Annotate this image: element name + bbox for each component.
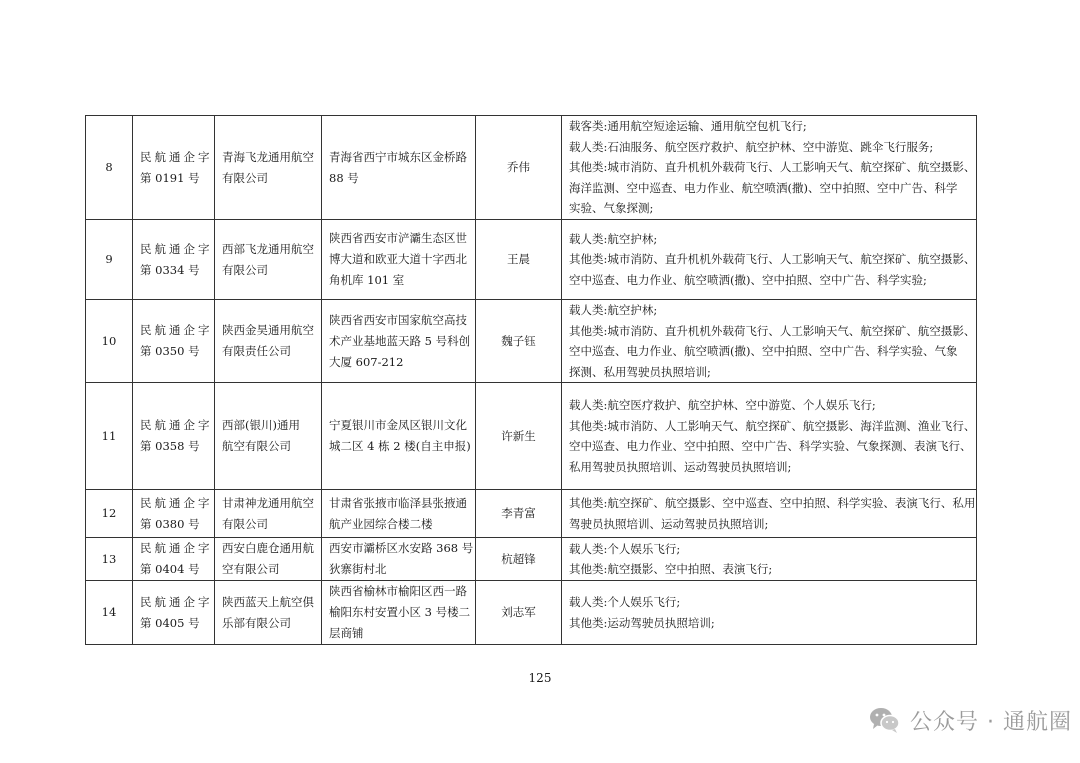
permit-number	[133, 383, 215, 490]
company-address	[322, 300, 476, 383]
business-scope-line: 载人类:个人娱乐飞行;	[569, 595, 681, 609]
company-address-line: 城二区 4 栋 2 楼(自主申报)	[329, 439, 471, 453]
company-address-line: 甘肃省张掖市临泽县张掖通	[329, 495, 467, 510]
row-index: 11	[86, 383, 133, 490]
business-scope-line: 其他类:航空探矿、航空摄影、空中巡查、空中拍照、科学实验、表演飞行、私用	[569, 496, 976, 510]
legal-representative: 刘志军	[476, 581, 562, 645]
company-name-line: 乐部有限公司	[222, 615, 291, 630]
row-index: 14	[86, 581, 133, 645]
legal-representative: 乔伟	[476, 116, 562, 220]
company-address-line: 角机库 101 室	[329, 273, 405, 287]
company-address-line: 陕西省西安市国家航空高技	[329, 312, 467, 327]
company-name	[215, 538, 322, 581]
company-name-line: 有限公司	[222, 516, 268, 531]
permit-number	[133, 490, 215, 538]
permit-number-line: 第 0405 号	[140, 615, 200, 630]
business-scope	[562, 220, 977, 300]
company-name	[215, 300, 322, 383]
business-scope-line: 海洋监测、空中巡查、电力作业、航空喷洒(撒)、空中拍照、空中广告、科学	[569, 180, 958, 195]
business-scope-line: 载客类:通用航空短途运输、通用航空包机飞行;	[569, 119, 807, 134]
company-address	[322, 581, 476, 645]
company-address-line: 博大道和欧亚大道十字西北	[329, 252, 467, 266]
table-row	[86, 538, 977, 581]
watermark-text: 公众号 · 通航圈	[910, 709, 1072, 735]
company-address-line: 大厦 607-212	[329, 354, 404, 369]
business-scope-line: 探测、私用驾驶员执照培训;	[569, 364, 711, 379]
permit-number-line: 第 0358 号	[140, 439, 200, 453]
legal-representative: 李青富	[476, 490, 562, 538]
wechat-icon	[868, 705, 902, 735]
company-address-line: 宁夏银川市金凤区银川文化	[329, 418, 467, 432]
company-name-line: 陕西金昊通用航空	[222, 323, 314, 337]
row-index: 8	[86, 116, 133, 220]
business-scope	[562, 300, 977, 383]
business-scope-line: 空中巡查、电力作业、航空喷洒(撒)、空中拍照、空中广告、科学实验、气象	[569, 344, 958, 358]
company-address-line: 航产业园综合楼二楼	[329, 516, 433, 531]
legal-representative: 王晨	[476, 220, 562, 300]
company-address	[322, 490, 476, 538]
page-number: 125	[528, 671, 552, 685]
company-address-line: 陕西省西安市浐灞生态区世	[329, 231, 467, 245]
wechat-watermark	[868, 700, 1072, 740]
company-name-line: 西部(银川)通用	[222, 418, 300, 432]
company-address-line: 榆阳东村安置小区 3 号楼二	[329, 605, 471, 619]
business-scope-line: 私用驾驶员执照培训、运动驾驶员执照培训;	[569, 459, 792, 474]
legal-representative: 许新生	[476, 383, 562, 490]
company-name-line: 甘肃神龙通用航空	[222, 495, 314, 510]
table-row	[86, 300, 977, 383]
permit-number	[133, 116, 215, 220]
permit-number-line: 民航通企字	[140, 149, 213, 164]
company-address-line: 术产业基地蓝天路 5 号科创	[329, 333, 471, 348]
row-index: 13	[86, 538, 133, 581]
company-name	[215, 220, 322, 300]
business-scope-line: 载人类:航空护林;	[569, 231, 658, 246]
permit-number-line: 民航通企字	[140, 594, 213, 609]
business-scope-line: 其他类:城市消防、人工影响天气、航空探矿、航空摄影、海洋监测、渔业飞行、	[569, 418, 976, 433]
business-scope	[562, 383, 977, 490]
enterprise-registry-table	[85, 115, 977, 645]
permit-number-line: 民航通企字	[140, 418, 213, 432]
business-scope-line: 载人类:个人娱乐飞行;	[569, 541, 681, 556]
table-row	[86, 581, 977, 645]
company-name-line: 有限公司	[222, 262, 268, 277]
business-scope-line: 载人类:石油服务、航空医疗救护、航空护林、空中游览、跳伞飞行服务;	[569, 139, 934, 154]
business-scope	[562, 490, 977, 538]
company-name-line: 西部飞龙通用航空	[222, 241, 314, 256]
permit-number	[133, 300, 215, 383]
business-scope	[562, 116, 977, 220]
permit-number	[133, 538, 215, 581]
business-scope-line: 其他类:运动驾驶员执照培训;	[569, 615, 715, 630]
row-index: 9	[86, 220, 133, 300]
company-address-line: 青海省西宁市城东区金桥路	[329, 149, 467, 164]
business-scope-line: 其他类:航空摄影、空中拍照、表演飞行;	[569, 562, 773, 576]
company-name-line: 西安白鹿仓通用航	[222, 541, 314, 555]
permit-number-line: 第 0380 号	[140, 516, 200, 531]
company-address	[322, 116, 476, 220]
company-name	[215, 581, 322, 645]
company-address	[322, 220, 476, 300]
company-address-line: 层商铺	[329, 626, 364, 640]
business-scope-line: 实验、气象探测;	[569, 201, 654, 216]
company-name-line: 有限责任公司	[222, 344, 291, 358]
company-name	[215, 116, 322, 220]
company-name	[215, 490, 322, 538]
legal-representative: 杭超锋	[476, 538, 562, 581]
business-scope	[562, 538, 977, 581]
table-row	[86, 220, 977, 300]
table-row	[86, 116, 977, 220]
permit-number-line: 第 0404 号	[140, 562, 200, 576]
permit-number	[133, 581, 215, 645]
permit-number-line: 民航通企字	[140, 241, 213, 256]
business-scope-line: 空中巡查、电力作业、空中拍照、空中广告、科学实验、气象探测、表演飞行、	[569, 439, 972, 453]
permit-number	[133, 220, 215, 300]
permit-number-line: 民航通企字	[140, 541, 213, 555]
business-scope-line: 其他类:城市消防、直升机机外载荷飞行、人工影响天气、航空探矿、航空摄影、	[569, 160, 976, 175]
permit-number-line: 第 0191 号	[140, 170, 200, 185]
business-scope-line: 载人类:航空护林;	[569, 303, 658, 317]
business-scope-line: 其他类:城市消防、直升机机外载荷飞行、人工影响天气、航空探矿、航空摄影、	[569, 252, 976, 267]
permit-number-line: 第 0350 号	[140, 344, 200, 358]
permit-number-line: 民航通企字	[140, 323, 213, 337]
company-name-line: 航空有限公司	[222, 439, 291, 453]
registry-table-body	[86, 116, 977, 645]
business-scope-line: 载人类:航空医疗救护、航空护林、空中游览、个人娱乐飞行;	[569, 398, 876, 412]
company-address-line: 西安市灞桥区水安路 368 号	[329, 541, 474, 555]
business-scope-line: 驾驶员执照培训、运动驾驶员执照培训;	[569, 516, 769, 531]
legal-representative: 魏子钰	[476, 300, 562, 383]
company-name-line: 空有限公司	[222, 562, 280, 576]
company-address-line: 狄寨街村北	[329, 562, 387, 576]
company-address	[322, 383, 476, 490]
business-scope-line: 其他类:城市消防、直升机机外载荷飞行、人工影响天气、航空探矿、航空摄影、	[569, 323, 976, 338]
table-row	[86, 490, 977, 538]
company-address	[322, 538, 476, 581]
permit-number-line: 第 0334 号	[140, 262, 200, 277]
business-scope-line: 空中巡查、电力作业、航空喷洒(撒)、空中拍照、空中广告、科学实验;	[569, 272, 927, 287]
company-name-line: 陕西蓝天上航空俱	[222, 594, 314, 609]
table-row	[86, 383, 977, 490]
permit-number-line: 民航通企字	[140, 495, 213, 510]
company-address-line: 88 号	[329, 170, 359, 185]
business-scope	[562, 581, 977, 645]
row-index: 10	[86, 300, 133, 383]
row-index: 12	[86, 490, 133, 538]
company-name-line: 青海飞龙通用航空	[222, 149, 314, 164]
company-name	[215, 383, 322, 490]
company-address-line: 陕西省榆林市榆阳区西一路	[329, 584, 467, 598]
company-name-line: 有限公司	[222, 170, 268, 185]
